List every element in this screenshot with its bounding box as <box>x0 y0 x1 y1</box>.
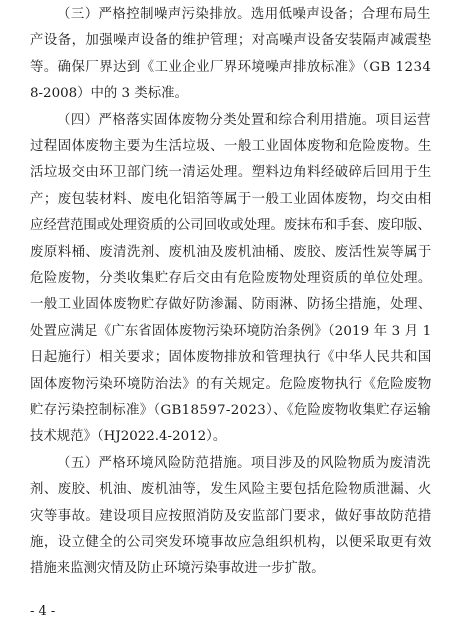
text-line: 一般工业固体废物贮存做好防渗漏、防雨淋、防扬尘措施，处理、 <box>30 297 432 313</box>
text-line: 固体废物污染环境防治法》的有关规定。危险废物执行《危险废物 <box>30 376 432 392</box>
text-line: 产设备，加强噪声设备的维护管理；对高噪声设备安装隔声减震垫 <box>30 33 432 49</box>
text-line: 废原料桶、废清洗剂、废机油及废机油桶、废胶、废活性炭等属于 <box>30 244 432 260</box>
text-line: 过程固体废物主要为生活垃圾、一般工业固体废物和危险废物。生 <box>30 139 432 154</box>
text-line: 处置应满足《广东省固体废物污染环境防治条例》（2019 年 3 月 1 <box>30 323 432 339</box>
text-line: 施，设立健全的公司突发环境事故应急组织机构，以便采取更有效 <box>30 535 432 550</box>
text-line: 8-2008）中的 3 类标准。 <box>30 86 188 102</box>
text-line: 灾等事故。建设项目应按照消防及安监部门要求，做好事故防范措 <box>30 508 432 524</box>
text-line: （四）严格落实固体废物分类处置和综合利用措施。项目运营 <box>57 112 432 128</box>
text-line: 危险废物，分类收集贮存后交由有危险废物处理资质的单位处理。 <box>30 271 432 286</box>
text-line: 剂、废胶、机油、废机油等，发生风险主要包括危险物质泄漏、火 <box>30 482 432 498</box>
page-number: - 4 - <box>30 604 56 619</box>
text-line: （三）严格控制噪声污染排放。选用低噪声设备；合理布局生 <box>57 7 432 22</box>
text-line: 应经营范围或处理资质的公司回收或处理。废抹布和手套、废印版、 <box>30 218 431 234</box>
text-line: 技术规范》（HJ2022.4-2012）。 <box>30 429 227 445</box>
text-line: 活垃圾交由环卫部门统一清运处理。塑料边角料经破碎后回用于生 <box>30 165 432 181</box>
text-line: 日起施行）相关要求；固体废物排放和管理执行《中华人民共和国 <box>30 350 432 366</box>
text-line: 贮存污染控制标准》（GB18597-2023）、《危险废物收集贮存运输 <box>30 403 431 418</box>
text-line: 等。确保厂界达到《工业企业厂界环境噪声排放标准》（GB 1234 <box>30 59 432 75</box>
text-line: （五）严格环境风险防范措施。项目涉及的风险物质为废清洗 <box>57 455 432 471</box>
text-line: 措施来监测灾情及防止环境污染事故进一步扩散。 <box>30 561 325 577</box>
text-line: 产；废包装材料、废电化铝箔等属于一般工业固体废物，均交由相 <box>30 191 432 207</box>
